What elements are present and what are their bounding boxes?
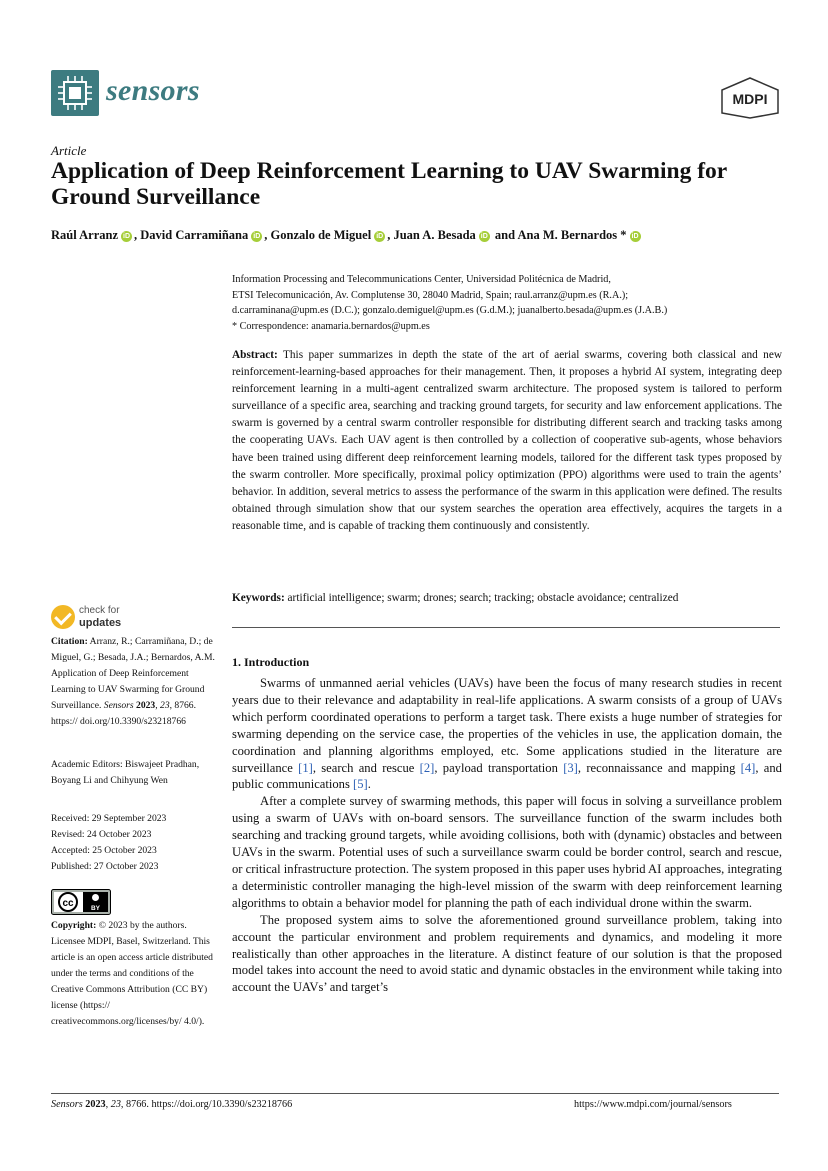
author-name: Gonzalo de Miguel	[270, 228, 372, 242]
abstract-text: This paper summarizes in depth the state of the art of aerial swarms, covering both classical and new reinforcement-learning-based approaches for their management. Then, it proposes a hybrid AI system, integrating deep reinforcement learning in a multi-agent centralized swarm architecture. The proposed system is tailored to perform surveillance of a specific area, searching and tracking ground targets, for security and law enforcement applications. The swarm is governed by a central swarm controller responsible for distributing different search and tracking tasks among the cooperating UAVs. Each UAV agent is then controlled by a collection of cooperative sub-agents, whose behaviors have been trained using different deep reinforcement learning models, tailored for the different task types proposed by the swarm controller. More specifically, proximal policy optimization (PPO) algorithms were used to train the agents’ behavior. In addition, several metrics to assess the performance of the swarm in this application were defined. The results obtained through simulation show that our system searches the operation area effectively, acquires the targets in a reasonable time, and is capable of tracking them continuously and consistently.	[232, 349, 782, 532]
footer-journal-url[interactable]: https://www.mdpi.com/journal/sensors	[574, 1099, 732, 1110]
author-name: Ana M. Bernardos *	[517, 228, 627, 242]
paragraph-text: .	[367, 777, 371, 792]
orcid-icon[interactable]: iD	[480, 233, 488, 240]
mdpi-logo-text: MDPI	[732, 91, 768, 107]
check-for-updates-button[interactable]	[51, 604, 181, 634]
paragraph-text: Swarms of unmanned aerial vehicles (UAVs) have been the focus of many research studies in recent years due to their relevance and adaptability in real-life applications. A swarm consists of a group of UAVs which perform coordinated operations to perform a target task. There exists a huge number of strategies for swarming depending on the service case, the properties of the vehicles in use, the application domain, the coordination and planning algorithms employed, etc. Some applications studied in the literature are surveillance	[232, 676, 782, 775]
citation-link[interactable]: [1]	[298, 760, 313, 775]
journal-name: sensors	[106, 74, 200, 107]
footer-journal: Sensors	[51, 1099, 83, 1110]
copyright-block	[51, 918, 216, 1030]
citation-volume: 23	[160, 700, 170, 711]
affiliation-line: d.carraminana@upm.es (D.C.); gonzalo.demiguel@upm.es (G.d.M.); juanalberto.besada@upm.es (J.A.B.)	[232, 305, 668, 316]
divider	[232, 627, 780, 628]
academic-editors: Academic Editors: Biswajeet Pradhan, Boyang Li and Chihyung Wen	[51, 759, 200, 786]
author-separator: and	[491, 228, 518, 242]
paragraph: After a complete survey of swarming methods, this paper will focus in solving a surveillance problem using a swarm of UAVs with on-board sensors. The surveillance function of the swarm includes both searching and tracking ground targets, while avoiding collisions, both with (dynamic) obstacles and between UAVs in the swarm. Potential uses of such a surveillance swarm could be border control, search and rescue, or critical infrastructure protection. The system proposed in this paper uses hybrid AI approaches, integrating a deterministic controller managing the high-level mission of the swarm with deep reinforcement learning algorithms to obtain a behavior model for planning the path of each individual drone within the swarm.	[232, 794, 782, 910]
orcid-icon[interactable]: iD	[123, 233, 131, 240]
keywords-text: artificial intelligence; swarm; drones; search; tracking; obstacle avoidance; centralized	[287, 592, 679, 604]
citation-text: Arranz, R.; Carramiñana, D.; de Miguel, G.; Besada, J.A.; Bernardos, A.M. Application of Deep Reinforcement Learning to UAV Swarming for Ground Surveillance.	[51, 636, 215, 711]
footer-divider	[51, 1093, 779, 1094]
affiliation-block	[232, 272, 792, 334]
cc-by-license-icon[interactable]	[51, 889, 111, 915]
copyright-label: Copyright:	[51, 920, 97, 931]
paragraph: The proposed system aims to solve the aforementioned ground surveillance problem, taking into account the particular environment and problem requirements and dynamics, and modeling it more realistically than other approaches in the literature. A distinct feature of our solution is that the proposed model takes into account the need to avoid static and dynamic obstacles in the environment while taking into account the UAVs’ and target’s	[232, 912, 782, 995]
check-line1: check for	[79, 605, 120, 616]
citation-block: Citation: Arranz, R.; Carramiñana, D.; de Miguel, G.; Besada, J.A.; Bernardos, A.M. Application of Deep Reinforcement Learning to UAV Swarming for Ground Surveillance. Sensors 2023, 23, 8766. https:// doi.org/10.3390/s23218766	[51, 636, 215, 727]
affiliation-line: Information Processing and Telecommunications Center, Universidad Politécnica de Madrid,	[232, 274, 611, 285]
author-separator: ,	[264, 228, 271, 242]
citation-year: 2023	[136, 700, 156, 711]
orcid-icon[interactable]: iD	[631, 233, 639, 240]
paragraph	[232, 675, 782, 793]
section-heading: 1. Introduction	[232, 655, 310, 669]
author-separator: ,	[387, 228, 394, 242]
affiliation-line: ETSI Telecomunicación, Av. Complutense 30, 28040 Madrid, Spain; raul.arranz@upm.es (R.A.);	[232, 289, 629, 301]
citation-link[interactable]: [3]	[563, 760, 578, 775]
published-date: Published: 27 October 2023	[51, 861, 159, 872]
author-name: Raúl Arranz	[51, 228, 119, 242]
received-date: Received: 29 September 2023	[51, 813, 167, 824]
abstract-label: Abstract:	[232, 349, 278, 361]
paragraph-text: , search and rescue	[312, 760, 420, 775]
revised-date: Revised: 24 October 2023	[51, 829, 152, 840]
orcid-icon[interactable]: iD	[376, 233, 384, 240]
citation-link[interactable]: [2]	[419, 760, 435, 775]
abstract	[232, 347, 782, 535]
accepted-date: Accepted: 25 October 2023	[51, 845, 157, 856]
paragraph-text: , reconnaissance and mapping	[577, 760, 741, 775]
citation-link[interactable]: [4]	[740, 760, 756, 775]
author-list	[51, 228, 643, 243]
footer-volume: 23	[110, 1099, 121, 1110]
citation-label: Citation:	[51, 636, 88, 647]
section-body	[232, 675, 782, 996]
footer-year: 2023	[85, 1099, 106, 1110]
check-icon	[51, 605, 75, 629]
orcid-icon[interactable]: iD	[253, 233, 261, 240]
citation-journal: Sensors	[103, 700, 134, 711]
article-type: Article	[51, 143, 87, 158]
citation-doi[interactable]: , 8766. https:// doi.org/10.3390/s23218766	[51, 700, 196, 727]
author-name: Juan A. Besada	[393, 228, 476, 242]
check-line2: updates	[79, 617, 122, 629]
paragraph-text: , and public communications	[232, 760, 782, 792]
footer-citation: Sensors 2023, 23, 8766. https://doi.org/10.3390/s23218766	[51, 1099, 293, 1110]
mdpi-logo	[720, 77, 780, 119]
author-separator: ,	[134, 228, 141, 242]
citation-link[interactable]: [5]	[353, 777, 368, 792]
correspondence-line: * Correspondence: anamaria.bernardos@upm.es	[232, 320, 430, 332]
paper-title: Application of Deep Reinforcement Learning to UAV Swarming for Ground Surveillance	[51, 158, 727, 210]
keywords	[232, 590, 782, 606]
keywords-label: Keywords:	[232, 592, 285, 604]
cc-by-label: BY	[90, 905, 101, 912]
footer-doi[interactable]: , 8766. https://doi.org/10.3390/s23218766	[120, 1099, 293, 1110]
author-name: David Carramiñana	[140, 228, 249, 242]
sensors-logo-icon	[51, 70, 99, 116]
paragraph-text: , payload transportation	[434, 760, 564, 775]
copyright-text: © 2023 by the authors. Licensee MDPI, Basel, Switzerland. This article is an open access article distributed under the terms and conditions of the Creative Commons Attribution (CC BY) license (https:// creativecommons.org/licenses/by/ 4.0/).	[51, 920, 213, 1027]
publication-dates	[51, 811, 216, 875]
svg-text:cc: cc	[62, 898, 74, 909]
